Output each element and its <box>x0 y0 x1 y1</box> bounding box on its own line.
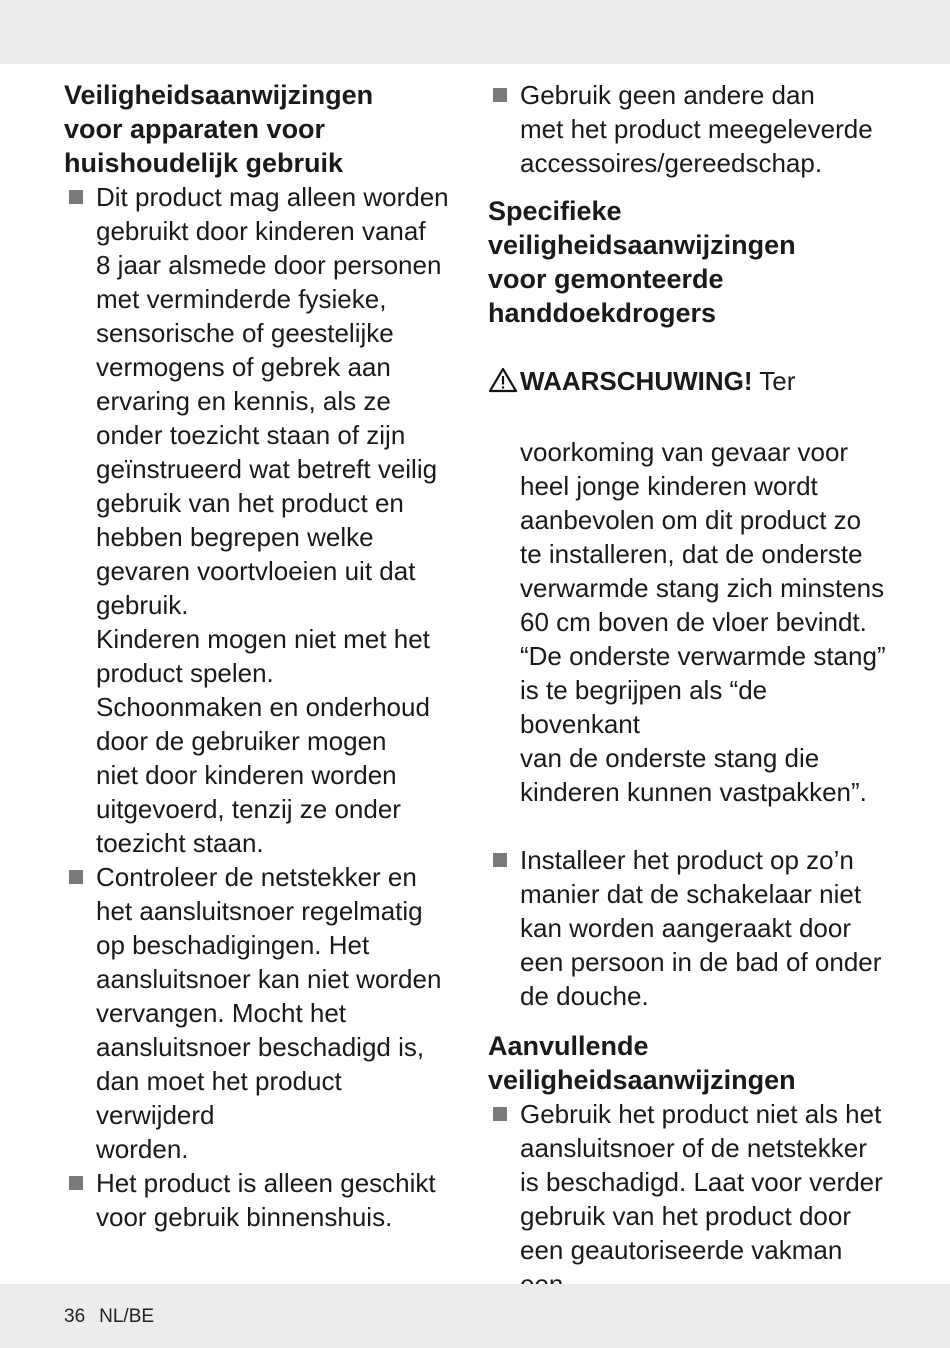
square-bullet-icon <box>493 853 507 867</box>
item-text: Gebruik geen andere dan met het product meegeleverde accessoires/gereedschap. <box>520 80 873 178</box>
square-bullet-icon <box>69 1176 83 1190</box>
warning-label: WAARSCHUWING! <box>520 366 753 396</box>
square-bullet-icon <box>493 88 507 102</box>
warning-text: voorkoming van gevaar voor heel jonge kinderen wordt aanbevolen om dit product zo te installeren, dat de onderste verwarmde stang zich minstens 60 cm boven de vloer bevindt. “De onderste verwarmde stang” is te begrijpen als “de bovenkant van de onderste stang die kinderen kunnen vastpakken”. <box>520 437 886 807</box>
item-text: Installeer het product op zo’n manier dat de schakelaar niet kan worden aangeraakt door een persoon in de bad of onder de douche. <box>520 845 882 1011</box>
square-bullet-icon <box>69 870 83 884</box>
warning-first-word: Ter <box>759 366 796 396</box>
item-text: Dit product mag alleen worden gebruikt door kinderen vanaf 8 jaar alsmede door personen met verminderde fysieke, sensorische of geestelijke vermogens of gebrek aan ervaring en kennis, als ze onder toezicht staan of zijn geïnstrueerd wat betreft veilig gebruik van het product en hebben begrepen welke gevaren voortvloeien uit dat gebruik. Kinderen mogen niet met het product spelen. Schoonmaken en onderhoud door de gebruiker mogen niet door kinderen worden uitgevoerd, tenzij ze onder toezicht staan. <box>96 182 449 858</box>
footer <box>64 1306 154 1328</box>
top-bar <box>0 0 950 64</box>
item-text: Gebruik het product niet als het aansluitsnoer of de netstekker is beschadigd. Laat voor verder gebruik van het product door een geautoriseerde vakman <box>520 1099 883 1265</box>
right-column <box>488 78 888 1335</box>
language-code: NL/BE <box>99 1306 155 1327</box>
square-bullet-icon <box>69 190 83 204</box>
warning-triangle-icon <box>488 367 518 401</box>
list-item <box>64 180 464 860</box>
left-column <box>64 78 464 1234</box>
list-item <box>488 843 888 1013</box>
page-number: 36 <box>64 1306 86 1327</box>
item-text: Het product is alleen geschikt voor gebruik binnenshuis. <box>96 1168 436 1232</box>
list-item <box>64 1166 464 1234</box>
heading-specific-safety: Specifieke veiligheidsaanwijzingen voor gemonteerde handdoekdrogers <box>488 196 796 328</box>
item-text: Controleer de netstekker en het aansluitsnoer regelmatig op beschadigingen. Het aansluitsnoer kan niet worden vervangen. Mocht het aansluitsnoer beschadigd is, dan moet het product verwijderd worden. <box>96 862 442 1164</box>
heading-additional-safety: Aanvullende veiligheidsaanwijzingen <box>488 1031 796 1095</box>
square-bullet-icon <box>493 1107 507 1121</box>
list-item <box>64 860 464 1166</box>
warning-block <box>488 330 888 843</box>
heading-household-safety: Veiligheidsaanwijzingen voor apparaten voor huishoudelijk gebruik <box>64 80 374 178</box>
list-item <box>488 78 888 180</box>
